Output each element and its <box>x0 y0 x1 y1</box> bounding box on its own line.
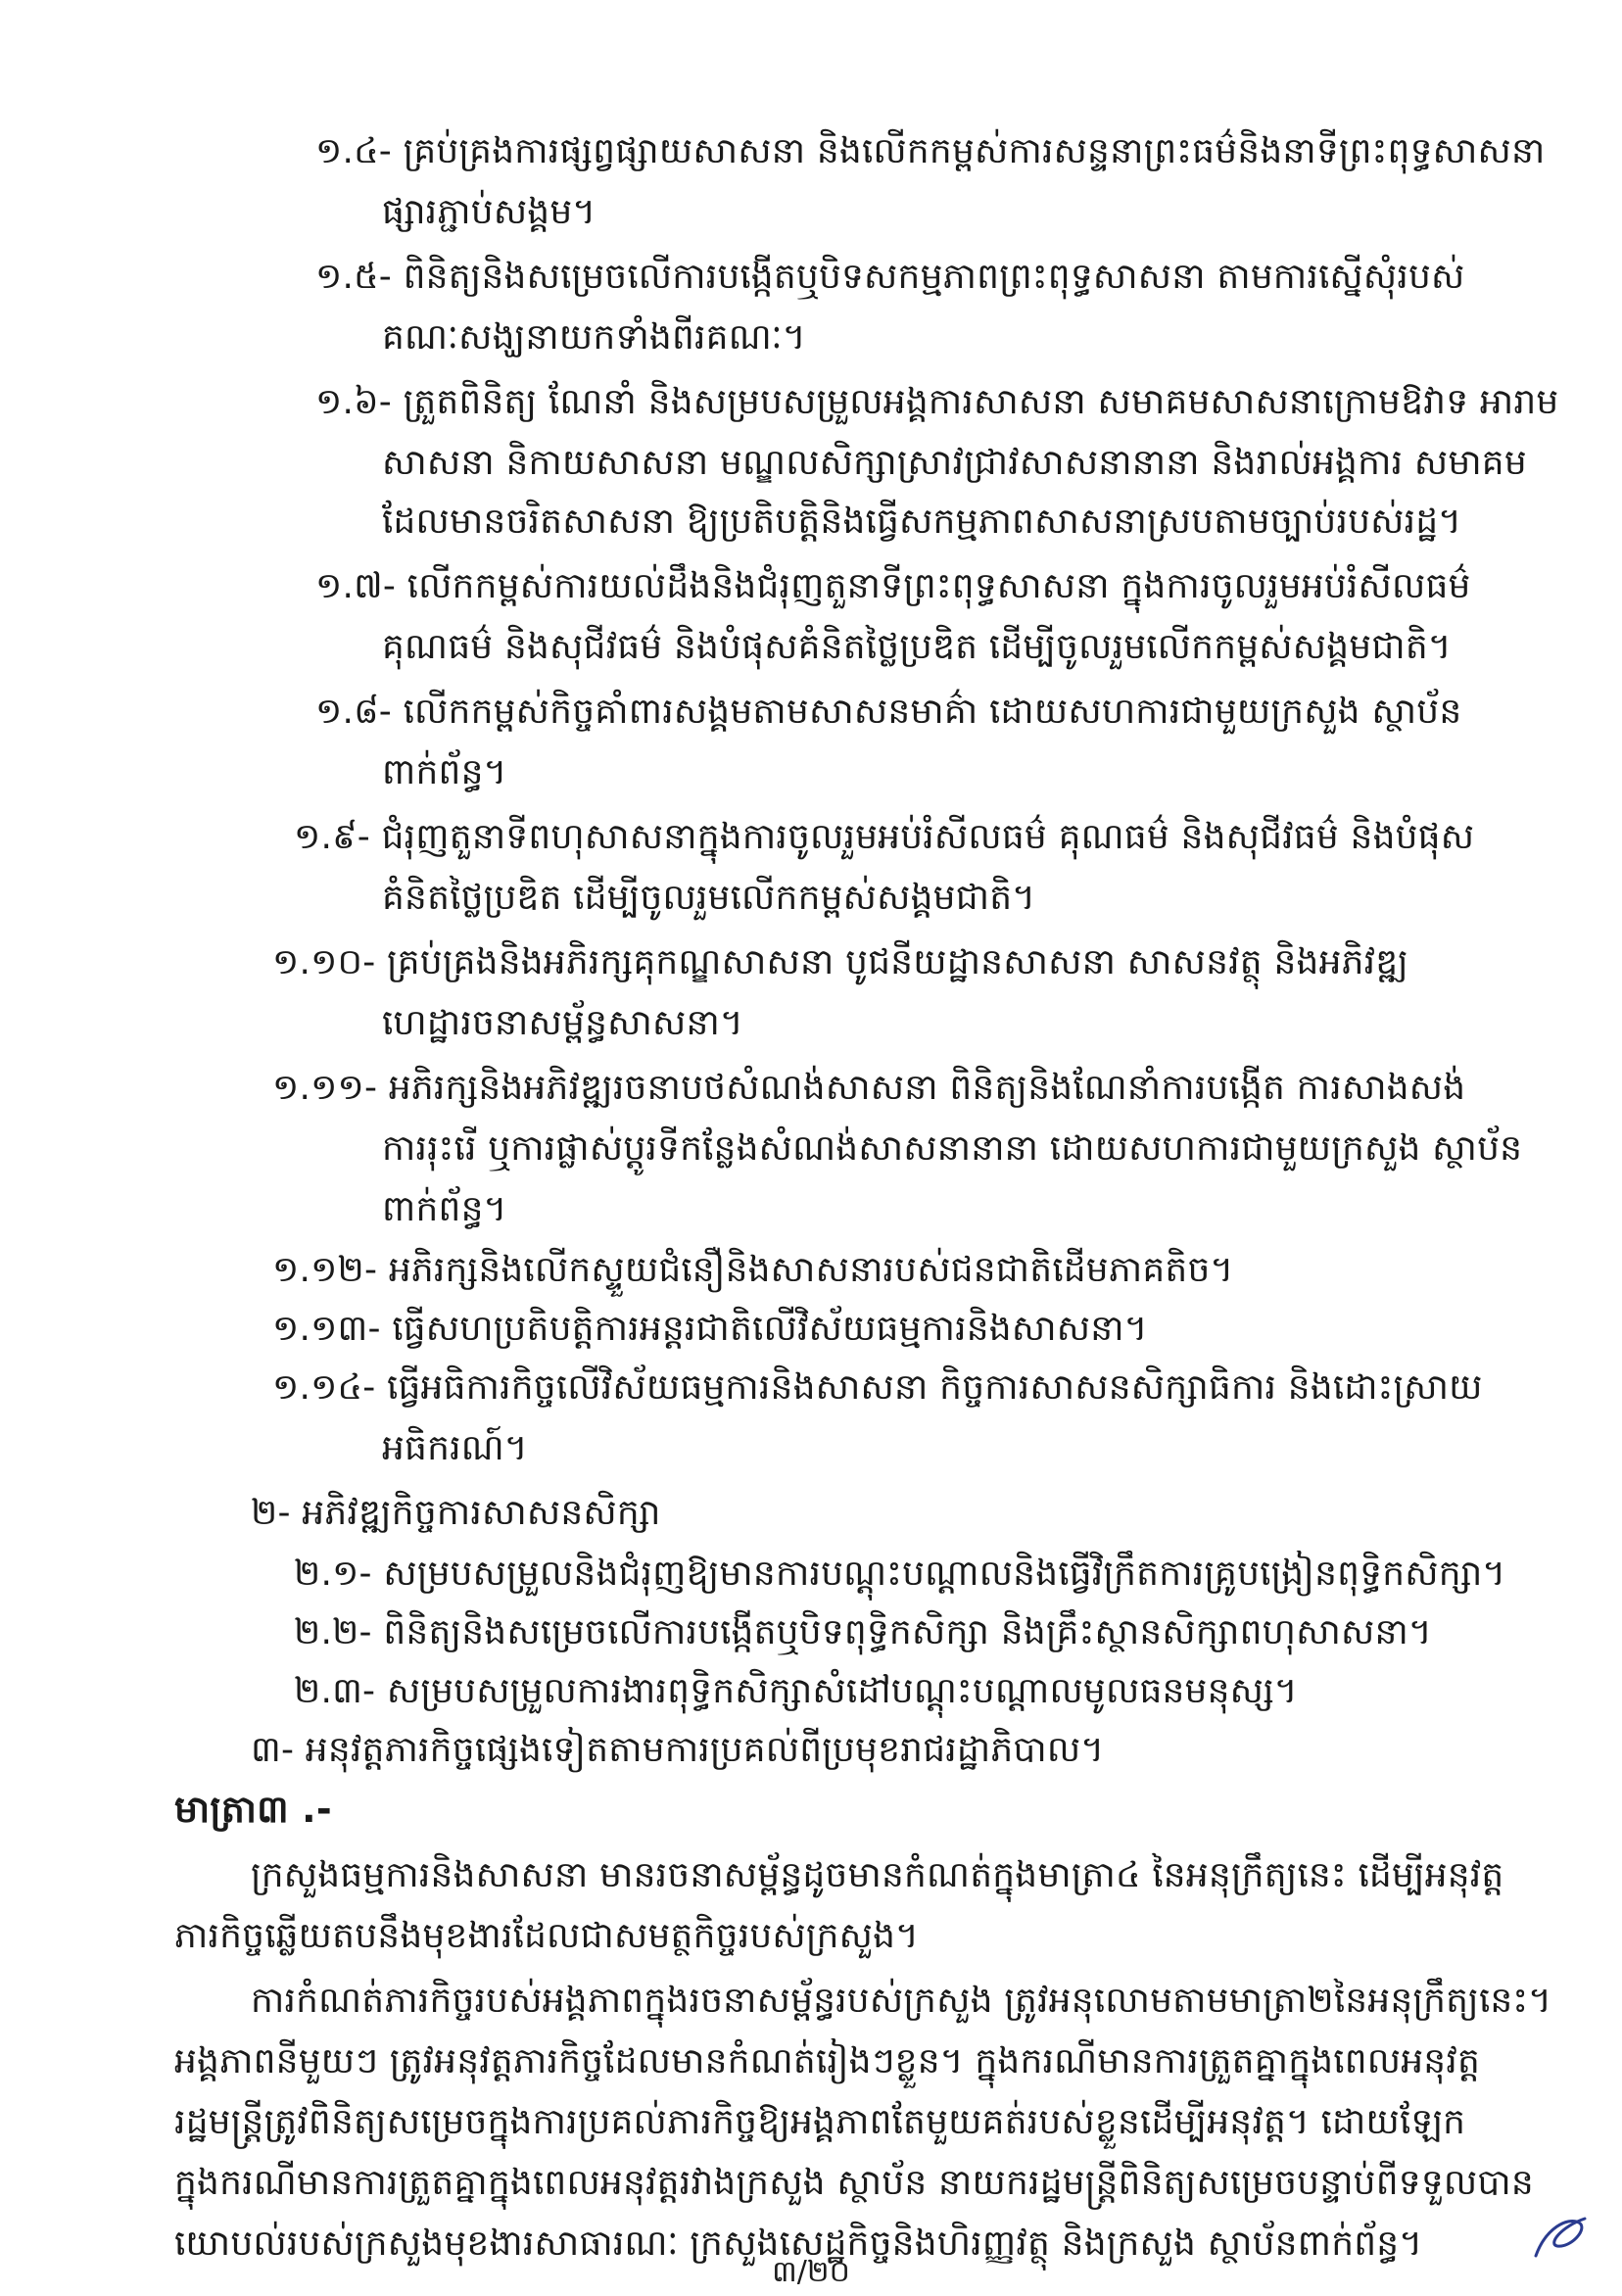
para-2-line-4: ក្នុងករណីមានការត្រួតគ្នាក្នុងពេលអនុវត្តរវាងក្រសួង ស្ថាប័ន នាយករដ្ឋមន្ត្រីពិនិត្យសម្រេចបន្ទាប់ពីទទួលបាន <box>174 2163 1534 2203</box>
item-1-6-line-2: សាសនា និកាយសាសនា មណ្ឌលសិក្សាស្រាវជ្រាវសាសនានានា និងរាល់អង្គការ សមាគម <box>382 443 1527 483</box>
item-1-4-line-1: ១.៤- គ្រប់គ្រងការផ្សព្វផ្សាយសាសនា និងលើកកម្ពស់ការសន្ទនាព្រះធម៌និងនាទីព្រះពុទ្ធសាសនា <box>315 131 1546 171</box>
para-1-line-1: ក្រសួងធម្មការនិងសាសនា មានរចនាសម្ព័ន្ធដូចមានកំណត់ក្នុងមាត្រា៤ នៃអនុក្រឹត្យនេះ ដើម្បីអនុវត្ត <box>251 1855 1504 1895</box>
item-1-8-line-1: ១.៨- លើកកម្ពស់កិច្ចគាំពារសង្គមតាមសាសនមាគ៌ា ដោយសហការជាមួយក្រសួង ស្ថាប័ន <box>315 692 1462 732</box>
item-1-11-line-3: ពាក់ព័ន្ធ។ <box>382 1189 507 1229</box>
item-1-7-line-2: គុណធម៌ និងសុជីវធម៌ និងបំផុសគំនិតថ្លៃប្រឌិត ដើម្បីចូលរួមលើកកម្ពស់សង្គមជាតិ។ <box>382 627 1452 667</box>
item-1-12-line-1: ១.១២- អភិរក្សនិងលើកស្ទួយជំនឿនិងសាសនារបស់ជនជាតិដើមភាគតិច។ <box>272 1250 1234 1290</box>
item-2-line-1: ២- អភិវឌ្ឍកិច្ចការសាសនសិក្សា <box>251 1493 661 1533</box>
item-1-10-line-2: ហេដ្ឋារចនាសម្ព័ន្ធសាសនា។ <box>382 1003 743 1043</box>
para-2-line-2: អង្គភាពនីមួយៗ ត្រូវអនុវត្តភារកិច្ចដែលមានកំណត់រៀងៗខ្លួន។ ក្នុងករណីមានការត្រួតគ្នាក្នុងពេលអនុវត្ត <box>174 2041 1481 2081</box>
article-heading: មាត្រា៣ .- <box>174 1788 332 1831</box>
item-1-11-line-1: ១.១១- អភិរក្សនិងអភិវឌ្ឍរចនាបថសំណង់សាសនា ពិនិត្យនិងណែនាំការបង្កើត ការសាងសង់ <box>272 1068 1466 1108</box>
item-2-3-line-1: ២.៣- សម្របសម្រួលការងារពុទ្ធិកសិក្សាសំដៅបណ្តុះបណ្តាលមូលធនមនុស្ស។ <box>294 1671 1298 1711</box>
item-2-1-line-1: ២.១- សម្របសម្រួលនិងជំរុញឱ្យមានការបណ្តុះបណ្តាលនិងធ្វើវិក្រឹតការគ្រូបង្រៀនពុទ្ធិកសិក្សា។ <box>294 1554 1506 1594</box>
item-1-6-line-1: ១.៦- ត្រួតពិនិត្យ ណែនាំ និងសម្របសម្រួលអង្គការសាសនា សមាគមសាសនាក្រោមឱវាទ អារាម <box>315 382 1559 422</box>
item-1-9-line-2: គំនិតថ្លៃប្រឌិត ដើម្បីចូលរួមលើកកម្ពស់សង្គមជាតិ។ <box>382 878 1036 918</box>
item-1-5-line-2: គណៈសង្ឃនាយកទាំងពីរគណៈ។ <box>382 317 806 358</box>
para-2-line-5: យោបល់របស់ក្រសួងមុខងារសាធារណៈ ក្រសួងសេដ្ឋកិច្ចនិងហិរញ្ញវត្ថុ និងក្រសួង ស្ថាប័នពាក់ព័ន្ធ។ <box>174 2224 1423 2264</box>
item-3-line-1: ៣- អនុវត្តភារកិច្ចផ្សេងទៀតតាមការប្រគល់ពីប្រមុខរាជរដ្ឋាភិបាល។ <box>251 1730 1105 1770</box>
para-1-line-2: ភារកិច្ចឆ្លើយតបនឹងមុខងារដែលជាសមត្ថកិច្ចរបស់ក្រសួង។ <box>174 1916 920 1956</box>
item-1-6-line-3: ដែលមានចរិតសាសនា ឱ្យប្រតិបត្តិនិងធ្វើសកម្មភាពសាសនាស្របតាមច្បាប់របស់រដ្ឋ។ <box>382 502 1462 542</box>
item-2-2-line-1: ២.២- ពិនិត្យនិងសម្រេចលើការបង្កើតឬបិទពុទ្ធិកសិក្សា និងគ្រឹះស្ថានសិក្សាពហុសាសនា។ <box>294 1612 1432 1652</box>
item-1-8-line-2: ពាក់ព័ន្ធ។ <box>382 752 507 792</box>
item-1-14-line-2: អធិករណ៍។ <box>382 1428 528 1468</box>
item-1-7-line-1: ១.៧- លើកកម្ពស់ការយល់ដឹងនិងជំរុញតួនាទីព្រះពុទ្ធសាសនា ក្នុងការចូលរួមអប់រំសីលធម៌ <box>315 566 1471 606</box>
item-1-5-line-1: ១.៥- ពិនិត្យនិងសម្រេចលើការបង្កើតឬបិទសកម្មភាពព្រះពុទ្ធសាសនា តាមការស្នើសុំរបស់ <box>315 257 1465 297</box>
item-1-10-line-1: ១.១០- គ្រប់គ្រងនិងអភិរក្សគុកណ្ឌសាសនា បូជនីយដ្ឋានសាសនា សាសនវត្ថុ និងអភិវឌ្ឍ <box>272 942 1409 982</box>
para-2-line-1: ការកំណត់ភារកិច្ចរបស់អង្គភាពក្នុងរចនាសម្ព័ន្ធរបស់ក្រសួង ត្រូវអនុលោមតាមមាត្រា២នៃអនុក្រឹត្យនេះ។ <box>251 1981 1552 2021</box>
handwritten-initial-mark <box>1528 2209 1597 2268</box>
para-2-line-3: រដ្ឋមន្ត្រីត្រូវពិនិត្យសម្រេចក្នុងការប្រគល់ភារកិច្ចឱ្យអង្គភាពតែមួយគត់របស់ខ្លួនដើម្បីអនុវត្ត។ ដោយឡែក <box>174 2102 1466 2142</box>
item-1-13-line-1: ១.១៣- ធ្វើសហប្រតិបត្តិការអន្តរជាតិលើវិស័យធម្មការនិងសាសនា។ <box>272 1309 1148 1349</box>
item-1-4-line-2: ផ្សារភ្ជាប់សង្គម។ <box>382 192 596 232</box>
item-1-9-line-1: ១.៩- ជំរុញតួនាទីពហុសាសនាក្នុងការចូលរួមអប់រំសីលធម៌ គុណធម៌ និងសុជីវធម៌ និងបំផុស <box>294 817 1475 857</box>
page-number: ៣/២០ <box>772 2255 850 2289</box>
item-1-14-line-1: ១.១៤- ធ្វើអធិការកិច្ចលើវិស័យធម្មការនិងសាសនា កិច្ចការសាសនសិក្សាធិការ និងដោះស្រាយ <box>272 1367 1483 1408</box>
item-1-11-line-2: ការរុះរើ ឬការផ្លាស់ប្តូរទីកន្លែងសំណង់សាសនានានា ដោយសហការជាមួយក្រសួង ស្ថាប័ន <box>382 1128 1523 1169</box>
